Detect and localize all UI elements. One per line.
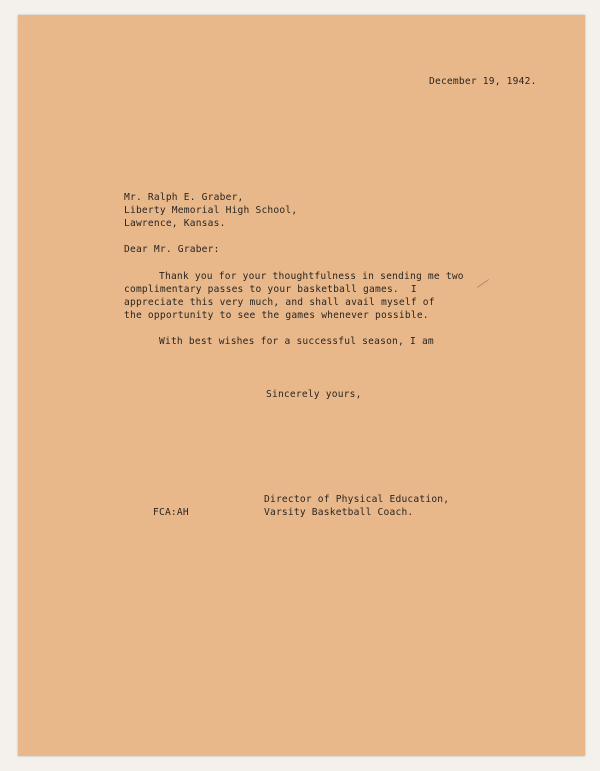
body-paragraph-1-line-4: the opportunity to see the games whenever possible. xyxy=(124,310,429,321)
salutation: Dear Mr. Graber: xyxy=(124,244,220,255)
body-paragraph-1-line-2: complimentary passes to your basketball games. I xyxy=(124,284,417,295)
closing: Sincerely yours, xyxy=(266,389,362,400)
letter-page xyxy=(18,15,585,756)
body-paragraph-2: With best wishes for a successful season, I am xyxy=(159,336,434,347)
recipient-name: Mr. Ralph E. Graber, xyxy=(124,192,244,203)
letter-date: December 19, 1942. xyxy=(429,76,537,87)
signer-title-line-1: Director of Physical Education, xyxy=(264,494,450,505)
body-paragraph-1-line-3: appreciate this very much, and shall avail myself of xyxy=(124,297,435,308)
body-paragraph-1-line-1: Thank you for your thoughtfulness in sending me two xyxy=(159,271,464,282)
typist-initials: FCA:AH xyxy=(153,507,189,518)
recipient-school: Liberty Memorial High School, xyxy=(124,205,298,216)
signer-title-line-2: Varsity Basketball Coach. xyxy=(264,507,414,518)
pencil-mark xyxy=(477,279,489,288)
recipient-city: Lawrence, Kansas. xyxy=(124,218,226,229)
